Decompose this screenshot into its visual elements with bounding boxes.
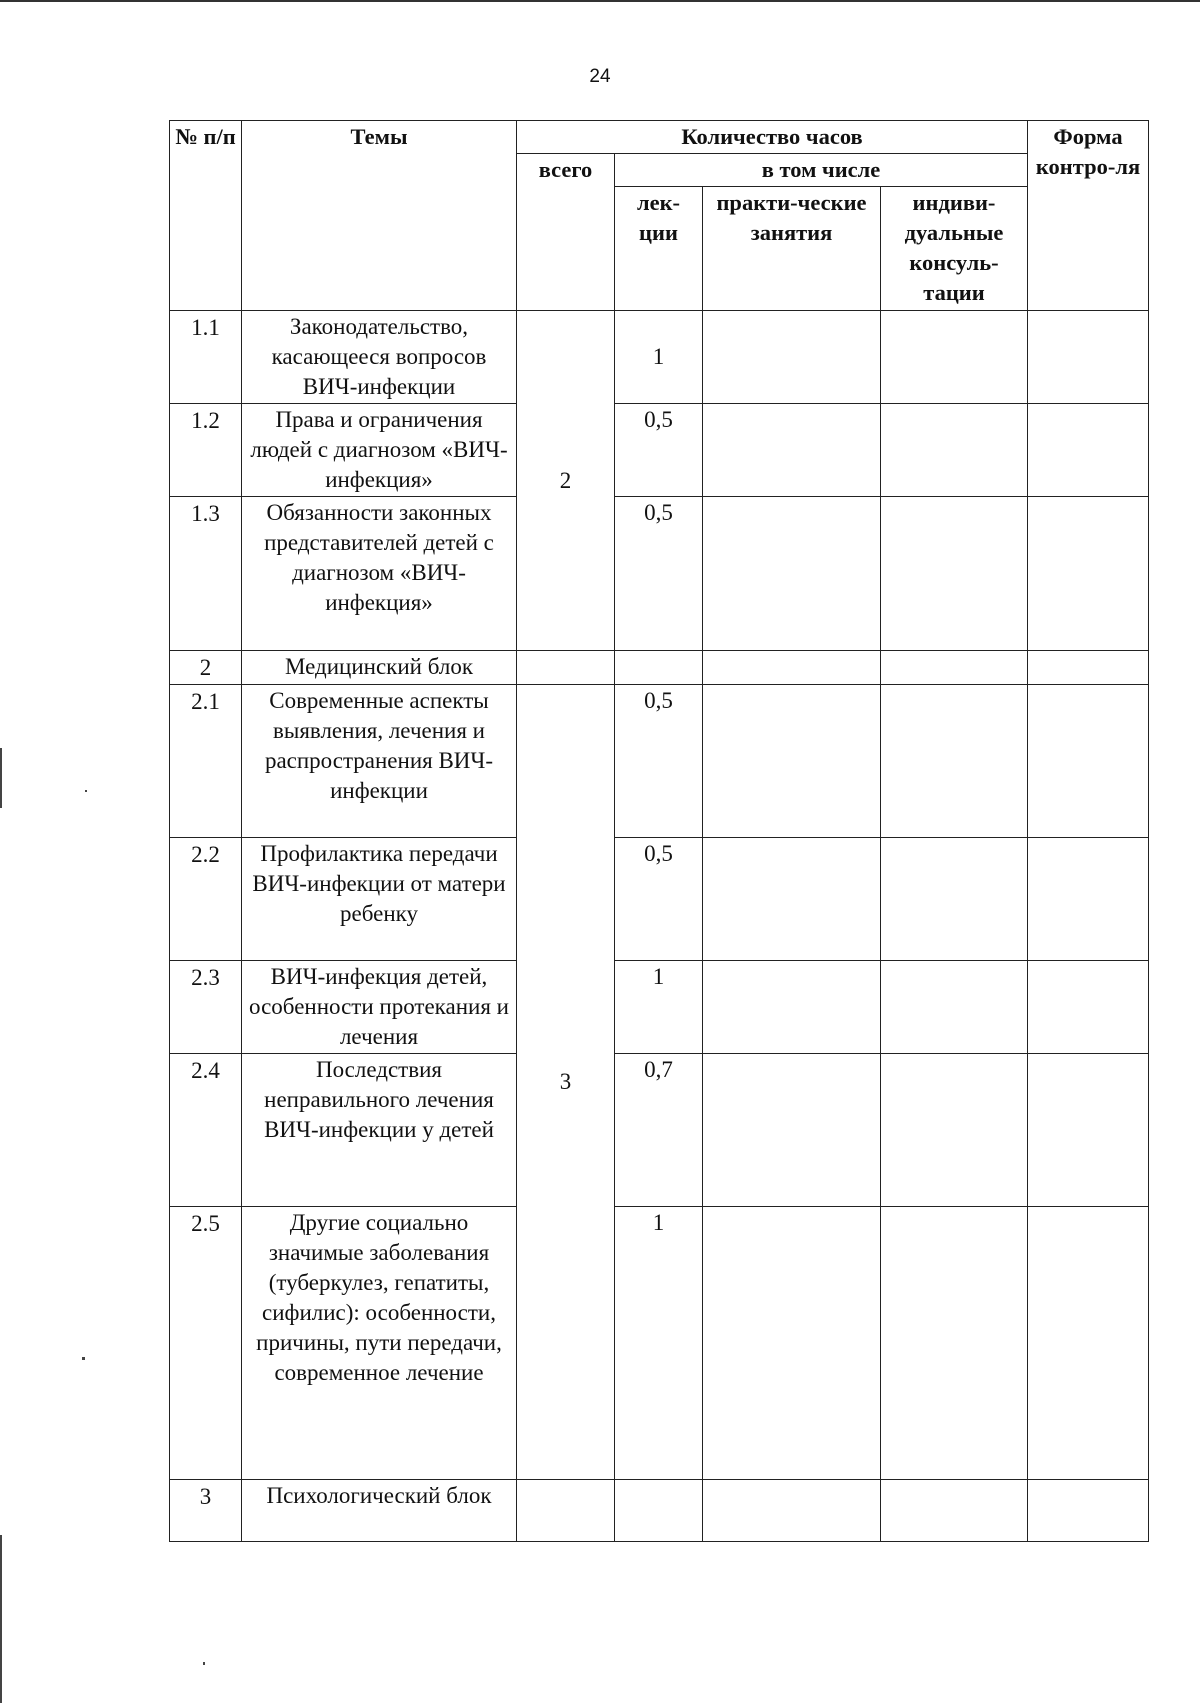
row-individual: [881, 651, 1028, 685]
row-control: [1028, 838, 1149, 961]
table-row: [170, 1207, 1149, 1480]
row-practical: [703, 404, 881, 497]
row-control: [1028, 1480, 1149, 1542]
row-lectures: 0,5: [615, 497, 703, 651]
header-total: всего: [517, 154, 615, 311]
page-number: 24: [589, 66, 611, 87]
header-num: № п/п: [170, 121, 242, 311]
scan-mark: [203, 1662, 205, 1665]
header-control-form: Форма контро-ля: [1028, 121, 1149, 311]
row-practical: [703, 497, 881, 651]
row-topic: ВИЧ-инфекция детей, особенности протекания и лечения: [242, 961, 517, 1054]
row-lectures: [615, 651, 703, 685]
row-practical: [703, 651, 881, 685]
table-row: [170, 838, 1149, 961]
row-control: [1028, 1054, 1149, 1207]
row-practical: [703, 961, 881, 1054]
row-number: 1.3: [170, 497, 242, 651]
header-including: в том числе: [615, 154, 1028, 187]
curriculum-table: [169, 120, 1149, 1542]
row-control: [1028, 311, 1149, 404]
row-individual: [881, 311, 1028, 404]
row-lectures: 0,5: [615, 838, 703, 961]
header-topics: Темы: [242, 121, 517, 311]
row-lectures: 1: [615, 1207, 703, 1480]
row-number: 2.5: [170, 1207, 242, 1480]
row-individual: [881, 838, 1028, 961]
row-topic: Медицинский блок: [242, 651, 517, 685]
row-practical: [703, 1207, 881, 1480]
row-topic: Законодательство, касающееся вопросов ВИЧ-инфекции: [242, 311, 517, 404]
row-practical: [703, 311, 881, 404]
row-lectures: 0,7: [615, 1054, 703, 1207]
row-practical: [703, 1480, 881, 1542]
row-topic: Обязанности законных представителей детей с диагнозом «ВИЧ-инфекция»: [242, 497, 517, 651]
row-control: [1028, 651, 1149, 685]
row-lectures: [615, 1480, 703, 1542]
scan-top-border: [0, 0, 1200, 2]
row-lectures: 1: [615, 311, 703, 404]
row-number: 2.4: [170, 1054, 242, 1207]
row-number: 2: [170, 651, 242, 685]
row-individual: [881, 497, 1028, 651]
row-control: [1028, 961, 1149, 1054]
row-number: 3: [170, 1480, 242, 1542]
row-practical: [703, 1054, 881, 1207]
row-total-hours: 2: [517, 311, 615, 651]
scan-mark: [82, 1357, 85, 1360]
table-row: [170, 685, 1149, 838]
row-individual: [881, 404, 1028, 497]
row-individual: [881, 1054, 1028, 1207]
row-number: 1.1: [170, 311, 242, 404]
row-number: 2.2: [170, 838, 242, 961]
row-number: 1.2: [170, 404, 242, 497]
header-individual: индиви-дуальные консуль-тации: [881, 187, 1028, 311]
row-number: 2.1: [170, 685, 242, 838]
row-individual: [881, 1480, 1028, 1542]
row-control: [1028, 404, 1149, 497]
header-hours: Количество часов: [517, 121, 1028, 154]
table-row: [170, 1480, 1149, 1542]
table-row: [170, 651, 1149, 685]
row-lectures: 1: [615, 961, 703, 1054]
table-row: [170, 404, 1149, 497]
row-total-hours: 3: [517, 685, 615, 1480]
row-lectures: 0,5: [615, 404, 703, 497]
row-practical: [703, 685, 881, 838]
row-number: 2.3: [170, 961, 242, 1054]
table-row: [170, 1054, 1149, 1207]
row-topic: Современные аспекты выявления, лечения и распространения ВИЧ-инфекции: [242, 685, 517, 838]
row-topic: Другие социально значимые заболевания (туберкулез, гепатиты, сифилис): особенности, причины, пути передачи, современное лечение: [242, 1207, 517, 1480]
header-practical: практи-ческие занятия: [703, 187, 881, 311]
row-topic: Последствия неправильного лечения ВИЧ-инфекции у детей: [242, 1054, 517, 1207]
row-topic: Психологический блок: [242, 1480, 517, 1542]
scan-mark: [85, 790, 87, 792]
scan-mark: [0, 748, 2, 808]
row-lectures: 0,5: [615, 685, 703, 838]
table-row: [170, 311, 1149, 404]
row-total-hours: [517, 1480, 615, 1542]
row-total-hours: [517, 651, 615, 685]
row-individual: [881, 961, 1028, 1054]
row-control: [1028, 497, 1149, 651]
row-topic: Права и ограничения людей с диагнозом «ВИЧ-инфекция»: [242, 404, 517, 497]
row-control: [1028, 1207, 1149, 1480]
row-individual: [881, 685, 1028, 838]
table-row: [170, 961, 1149, 1054]
row-control: [1028, 685, 1149, 838]
row-individual: [881, 1207, 1028, 1480]
table-row: [170, 497, 1149, 651]
scan-mark: [0, 1535, 2, 1703]
row-practical: [703, 838, 881, 961]
header-lectures: лек-ции: [615, 187, 703, 311]
row-topic: Профилактика передачи ВИЧ-инфекции от матери ребенку: [242, 838, 517, 961]
